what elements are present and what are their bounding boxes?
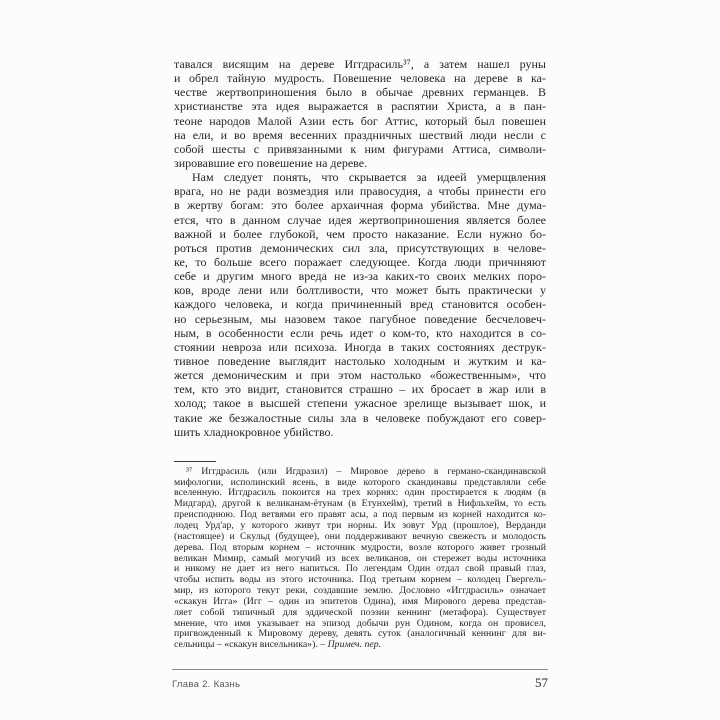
text-line: зировавшие его повешение на дереве. [174,155,368,170]
text-line: такие же безжалостные силы зла в человеке побуждают его совер- [174,410,546,425]
text-line: стоянии невроза или психоза. Иногда в таких состояниях деструк- [174,339,546,354]
footnote [174,467,546,651]
text-line: холод; такое в высшей степени ужасное зрелище вызывает шок, и [174,396,546,411]
text-line: чтобы испить воды из этого источника. Под третьим корнем – колодец Гвергель- [174,575,546,586]
text-line: христианстве эта идея выражается в распятии Христа, а в пан- [174,99,546,114]
page-footer [172,669,548,691]
text-line: и обрел тайную мудрость. Повешение человека на дереве в ка- [174,71,546,86]
paragraph-1 [174,57,546,170]
text-line: Нам следует понять, что скрывается за идеей умерщвления [192,170,546,185]
text-line: важной и более глубокой, чем просто наказание. Если нужно бо- [174,226,546,241]
text-line: мифологии, исполинский ясень, в виде которого скандинавы представляли себе [174,477,546,488]
text-line: на ели, и во время весенних праздничных шествий люди несли с [174,127,546,142]
text-line: шить хладнокровное убийство. [174,424,334,439]
text-line: ³⁷ Иггдрасиль (или Игдразил) – Мировое дерево в германо-скандинавской [186,466,546,477]
text-line: мнение, что имя указывает на эпизод добычи рун Одином, когда он провисел, [174,618,546,629]
text-line: дерева. Под вторым корнем – источник мудрости, возле которого живет грозный [174,542,546,553]
text-line: вселенную. Иггдрасиль покоится на трех корнях: один простирается к людям (в [174,488,546,499]
footnote-last-line-text: сельницы – «скакун висельника»). – [174,640,328,651]
text-line: и никому не дает из него напиться. По легендам Один отдал свой правый глаз, [174,564,546,575]
text-column [174,57,546,651]
text-line: но серьезным, мы назовем такое пагубное поведение бесчеловеч- [174,311,546,326]
text-line: лодец Урд'ар, у которого живут три норны. Их зовут Урд (прошлое), Верданди [174,521,546,532]
text-line: мир, из которого текут реки, создавшие землю. Дословно «Иггдрасиль» означает [174,586,546,597]
running-title: Глава 2. Казнь [172,679,241,690]
text-line: великан Мимир, самый могучий из всех великанов, он стережет воды источника [174,553,546,564]
text-line: ляет собой типичный для эддической поэзии кеннинг (метафора). Существует [174,607,546,618]
page-number: 57 [535,675,548,690]
text-line: себе и другим много вреда не из-за каких-то своих мелких поро- [174,269,546,284]
text-line: жется демоническим и при этом настолько «божественным», что [174,368,546,383]
text-line: собой шесты с привязанными к ним фигурами Аттиса, символи- [174,141,546,156]
text-line: теоне народов Малой Азии есть бог Аттис, который был повешен [174,113,546,128]
text-line: ке, то больше всего поражает следующее. Когда люди причиняют [174,254,546,269]
text-line: ется, что в данном случае идея жертвоприношения является более [174,212,546,227]
footnote-separator [174,461,216,462]
text-line: роться против демонических сил зла, присутствующих в челове- [174,240,546,255]
text-line: честве жертвоприношения было в обычае древних германцев. В [174,85,546,100]
text-line: каждого человека, и когда причиненный вред становится особен- [174,297,546,312]
text-line: тем, кто это видит, становится страшно – их бросает в жар или в [174,382,546,397]
footnote-last-line [174,640,546,651]
text-line: Мидгард), другой к великанам-ётунам (в Ётунхейм), третий в Нифльхейм, то есть [174,499,546,510]
text-line: «скакун Игга» (Игг – один из эпитетов Одина), имя Мирового дерева представ- [174,596,546,607]
text-line: (настоящее) и Скульд (будущее), они поддерживают вечную свежесть и молодость [174,531,546,542]
footnote-translator-note: Примеч. пер. [327,640,382,651]
text-line: тавался висящим на дереве Иггдрасиль³⁷, а затем нашел руны [174,57,546,71]
text-line: пригвожденный к Мировому дереву, девять суток (аналогичный кеннинг для ви- [174,629,546,640]
text-line: тивное поведение выглядит настолько холодным и жутким и ка- [174,353,546,368]
text-line: преисподнюю. Под ветвями его правят асы, а под первым из корней находится ко- [174,510,546,521]
text-line: врага, но не ради возмездия или правосудия, а чтобы принести его [174,184,546,199]
paragraph-2 [174,170,546,439]
footnote-lines [174,467,546,641]
text-line: ков, вроде лени или болтливости, что может быть практически у [174,283,546,298]
text-line: ным, в особенности если речь идет о ком-то, кто находится в со- [174,325,546,340]
text-line: в жертву богам: это более архаичная форма убийства. Мне дума- [174,198,546,213]
